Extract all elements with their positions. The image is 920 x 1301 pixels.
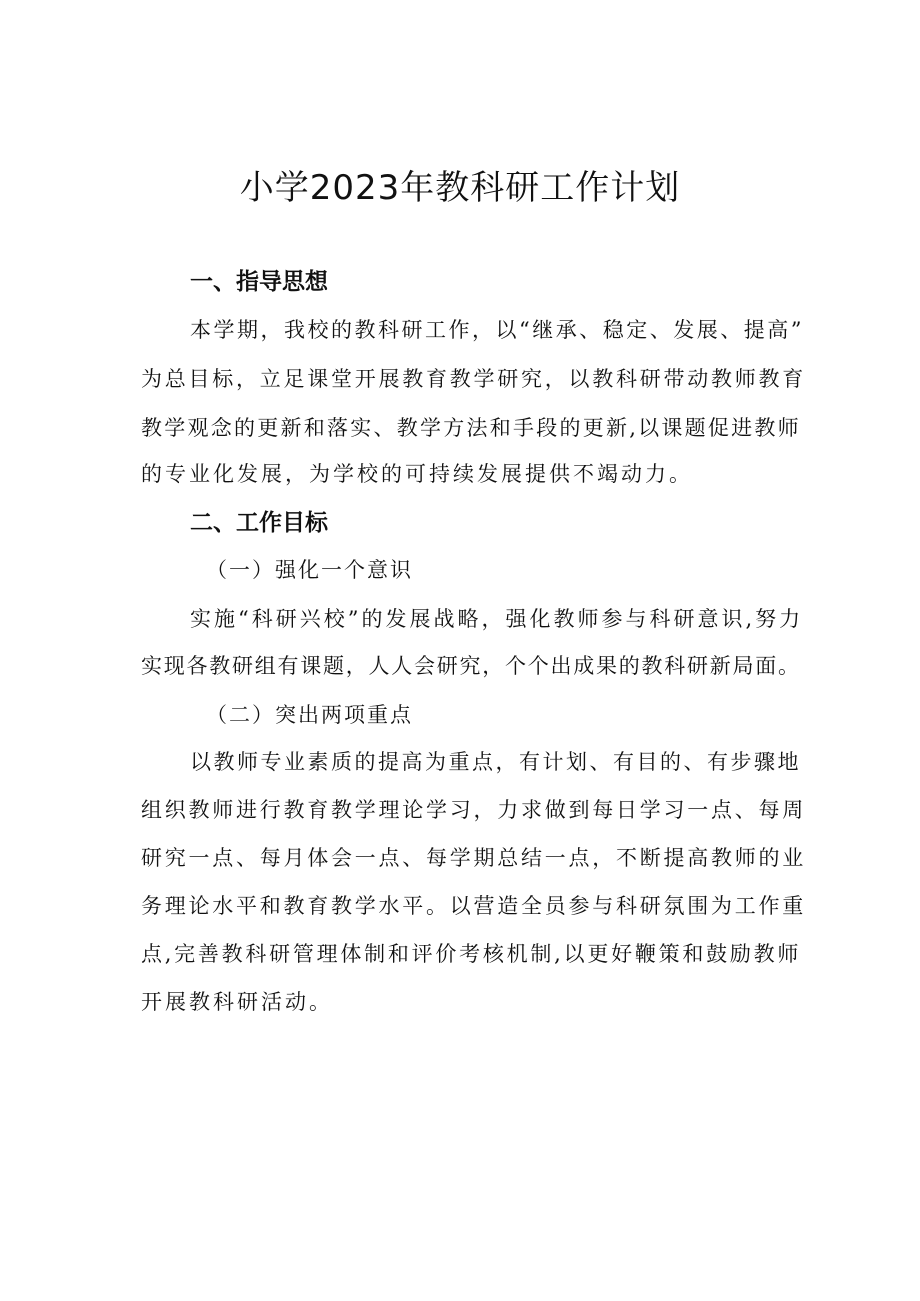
paragraph-line: 以教师专业素质的提高为重点，有计划、有目的、有步骤地	[190, 750, 801, 774]
paragraph-line: 的专业化发展，为学校的可持续发展提供不竭动力。	[141, 462, 693, 486]
paragraph-line: 教学观念的更新和落实、教学方法和手段的更新,以课题促进教师	[141, 416, 801, 440]
paragraph-line: 实施“科研兴校”的发展战略，强化教师参与科研意识,努力	[190, 607, 804, 631]
paragraph-line: 研究一点、每月体会一点、每学期总结一点，不断提高教师的业	[141, 846, 806, 870]
paragraph-line: 点,完善教科研管理体制和评价考核机制,以更好鞭策和鼓励教师	[141, 942, 802, 966]
paragraph-line: 务理论水平和教育教学水平。以营造全员参与科研氛围为工作重	[141, 894, 806, 918]
subsection-heading-one-awareness: （一）强化一个意识	[206, 558, 413, 582]
document-title: 小学2023年教科研工作计划	[239, 168, 681, 208]
section-heading-work-goals: 二、工作目标	[190, 510, 328, 536]
paragraph-line: 实现各教研组有课题，人人会研究，个个出成果的教科研新局面。	[141, 654, 801, 678]
paragraph-line: 组织教师进行教育教学理论学习，力求做到每日学习一点、每周	[141, 798, 806, 822]
section-heading-guiding-ideology: 一、指导思想	[190, 269, 328, 295]
paragraph-line: 开展教科研活动。	[141, 990, 333, 1014]
subsection-heading-two-focuses: （二）突出两项重点	[206, 703, 413, 727]
paragraph-line: 本学期，我校的教科研工作，以“继承、稳定、发展、提高”	[190, 318, 804, 342]
paragraph-line: 为总目标，立足课堂开展教育教学研究，以教科研带动教师教育	[141, 367, 806, 391]
